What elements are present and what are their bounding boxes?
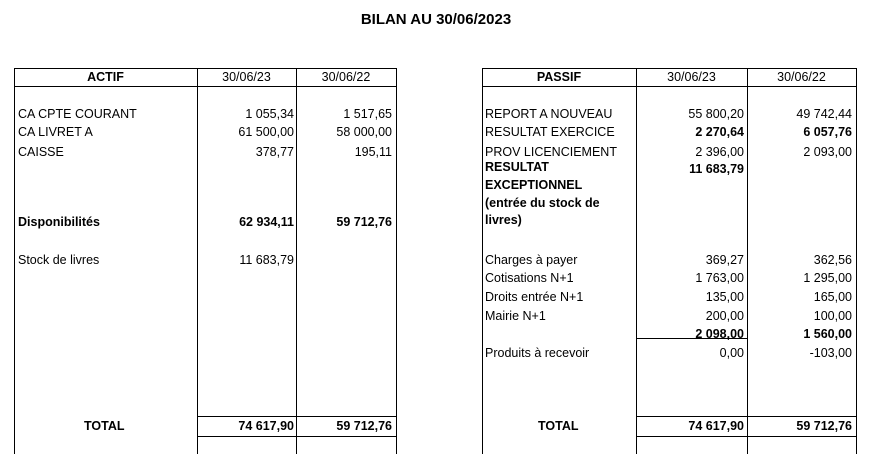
value-2022: -103,00 — [809, 346, 852, 360]
row-label: Produits à recevoir — [485, 346, 590, 360]
actif-col-divider — [296, 68, 297, 454]
row-label: livres) — [485, 213, 522, 227]
passif-header-border — [482, 86, 857, 87]
value-2022: 6 057,76 — [803, 125, 852, 139]
value-2023: 135,00 — [705, 290, 744, 304]
total-2023: 74 617,90 — [688, 419, 744, 433]
value-2023: 55 800,20 — [688, 107, 744, 121]
passif-col-divider — [747, 68, 748, 454]
value-2023: 2 270,64 — [695, 125, 744, 139]
row-label: (entrée du stock de — [485, 196, 600, 210]
subtotal-2023: 2 098,00 — [695, 327, 744, 341]
row-label: CAISSE — [18, 145, 64, 159]
actif-col-2023: 30/06/23 — [222, 70, 271, 84]
actif-header-border — [14, 86, 397, 87]
total-label: TOTAL — [538, 419, 579, 433]
value-2023: 62 934,11 — [239, 215, 294, 229]
actif-top-border — [14, 68, 397, 69]
value-2022: 165,00 — [813, 290, 852, 304]
actif-col-divider — [197, 68, 198, 454]
row-label: Charges à payer — [485, 253, 578, 267]
row-label: PROV LICENCIEMENT — [485, 145, 617, 159]
row-label: CA LIVRET A — [18, 125, 93, 139]
passif-header: PASSIF — [536, 70, 582, 84]
passif-col-2023: 30/06/23 — [667, 70, 716, 84]
page-title: BILAN AU 30/06/2023 — [360, 11, 512, 28]
actif-right-border — [396, 68, 397, 454]
passif-right-border — [856, 68, 857, 454]
value-2023: 200,00 — [705, 309, 744, 323]
value-2023: 1 055,34 — [245, 107, 294, 121]
value-2022: 100,00 — [813, 309, 852, 323]
value-2023: 378,77 — [255, 145, 294, 159]
value-2023: 1 763,00 — [695, 271, 744, 285]
passif-col-2022: 30/06/22 — [777, 70, 826, 84]
row-label: CA CPTE COURANT — [18, 107, 137, 121]
row-label: Droits entrée N+1 — [485, 290, 584, 304]
actif-col-2022: 30/06/22 — [321, 70, 371, 84]
actif-header: ACTIF — [87, 70, 124, 84]
row-label: Cotisations N+1 — [485, 271, 574, 285]
actif-left-border — [14, 68, 15, 454]
value-2023: 11 683,79 — [239, 253, 294, 267]
value-2022: 49 742,44 — [796, 107, 852, 121]
value-2022: 58 000,00 — [336, 125, 392, 139]
value-2022: 362,56 — [813, 253, 852, 267]
total-2023: 74 617,90 — [238, 419, 294, 433]
subtotal-2022: 1 560,00 — [803, 327, 852, 341]
value-2022: 1 295,00 — [803, 271, 852, 285]
value-2022: 59 712,76 — [336, 215, 392, 229]
total-2022: 59 712,76 — [336, 419, 392, 433]
row-label: RESULTAT EXERCICE — [485, 125, 615, 139]
row-label: RESULTAT — [485, 160, 549, 174]
passif-left-border — [482, 68, 483, 454]
total-label: TOTAL — [84, 419, 125, 433]
passif-col-divider — [636, 68, 637, 454]
value-2023: 369,27 — [705, 253, 744, 267]
total-2022: 59 712,76 — [796, 419, 852, 433]
value-2022: 1 517,65 — [343, 107, 392, 121]
actif-total-bottom-border — [197, 436, 396, 437]
passif-top-border — [482, 68, 857, 69]
value-2023: 61 500,00 — [238, 125, 294, 139]
value-2022: 2 093,00 — [803, 145, 852, 159]
passif-total-bottom-border — [636, 436, 856, 437]
row-label: Mairie N+1 — [485, 309, 546, 323]
row-label: EXCEPTIONNEL — [485, 178, 583, 192]
row-label: REPORT A NOUVEAU — [485, 107, 613, 121]
value-2023: 2 396,00 — [695, 145, 744, 159]
passif-total-top-border — [636, 416, 856, 417]
value-2023: 11 683,79 — [689, 162, 744, 176]
row-label: Disponibilités — [18, 215, 100, 229]
value-2023: 0,00 — [719, 346, 744, 360]
value-2022: 195,11 — [354, 145, 392, 159]
actif-total-top-border — [197, 416, 396, 417]
row-label: Stock de livres — [18, 253, 100, 267]
